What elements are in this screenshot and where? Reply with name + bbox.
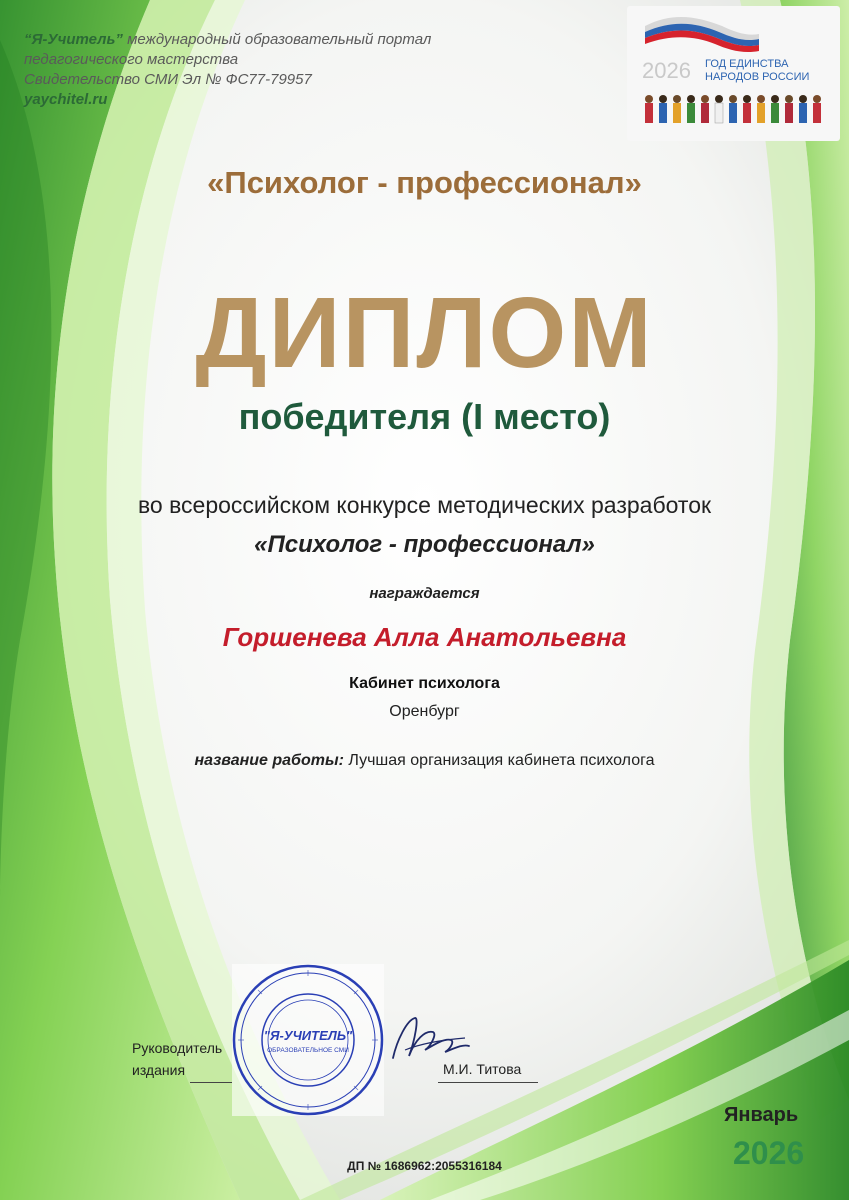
- logo-caption-line2: НАРОДОВ РОССИИ: [705, 71, 810, 83]
- logo-year: 2026: [642, 58, 691, 83]
- name-underline: [438, 1082, 538, 1083]
- contest-title: «Психолог - профессионал»: [207, 165, 642, 200]
- work-title: Лучшая организация кабинета психолога: [348, 752, 655, 769]
- publisher-brand: “Я-Учитель”: [24, 31, 123, 48]
- stamp-center-title: "Я-УЧИТЕЛЬ": [263, 1028, 353, 1043]
- publisher-site-link[interactable]: yaychitel.ru: [24, 91, 108, 108]
- signature-underline: [190, 1082, 232, 1083]
- stamp-center-subtitle: ОБРАЗОВАТЕЛЬНОЕ СМИ: [267, 1047, 349, 1054]
- publisher-description: международный образовательный портал: [122, 31, 432, 48]
- official-stamp: [228, 960, 388, 1120]
- signer-role-line1: Руководитель: [132, 1040, 223, 1056]
- contest-name: «Психолог - профессионал»: [254, 531, 595, 558]
- work-title-line: [0, 752, 849, 770]
- winner-subheading: победителя (I место): [238, 396, 611, 437]
- signer-role: [132, 1037, 222, 1081]
- contest-description: во всероссийском конкурсе методических разработок: [137, 492, 712, 518]
- city: Оренбург: [389, 703, 460, 720]
- diploma-heading: ДИПЛОМ: [195, 277, 654, 389]
- signer-role-line2: издания: [132, 1062, 186, 1078]
- work-title-label: название работы:: [194, 752, 344, 769]
- signer-name: М.И. Титова: [443, 1061, 522, 1077]
- organization: Кабинет психолога: [349, 675, 500, 692]
- document-number: ДП № 1686962:2055316184: [347, 1159, 502, 1173]
- people-illustration-icon: [645, 95, 821, 123]
- media-registration: Свидетельство СМИ Эл № ФС77-79957: [24, 71, 312, 88]
- publisher-description-line2: педагогического мастерства: [24, 51, 239, 68]
- recipient-name: Горшенева Алла Анатольевна: [222, 622, 627, 652]
- logo-caption-line1: ГОД ЕДИНСТВА: [705, 58, 789, 70]
- issue-month: Январь: [724, 1104, 799, 1126]
- publisher-info: [24, 30, 431, 110]
- awarded-label: награждается: [369, 585, 480, 602]
- issue-year: 2026: [733, 1135, 805, 1171]
- logo-caption: [705, 58, 809, 84]
